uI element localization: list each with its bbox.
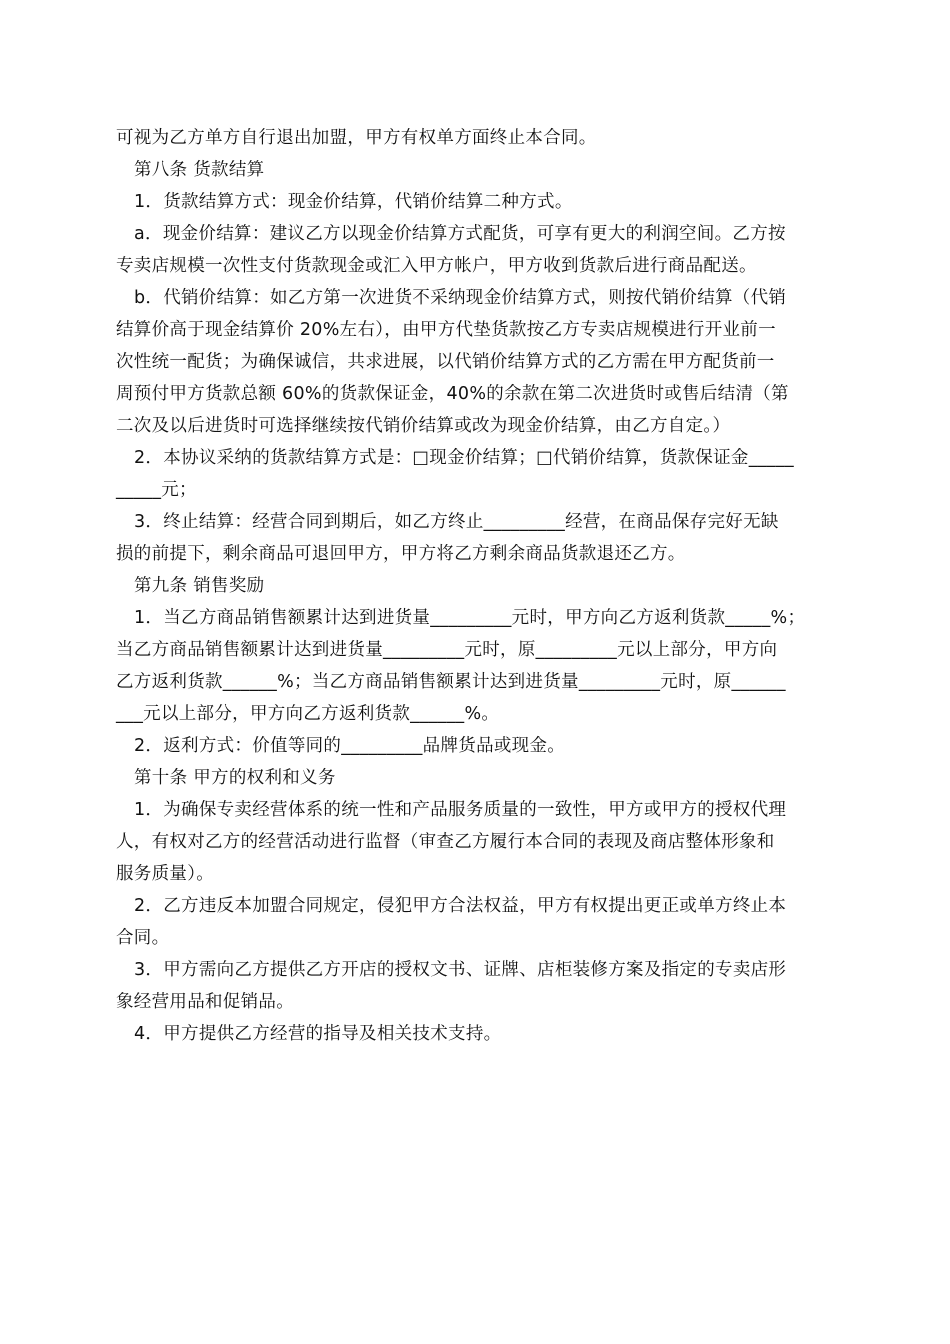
text-line: 象经营用品和促销品。	[116, 992, 294, 1012]
text-line: 周预付甲方货款总额 60%的货款保证金，40%的余款在第二次进货时或售后结清（第	[116, 384, 789, 404]
text-line: 1．货款结算方式：现金价结算，代销价结算二种方式。	[134, 192, 573, 212]
text-line: 4．甲方提供乙方经营的指导及相关技术支持。	[134, 1024, 502, 1044]
text-line: 合同。	[116, 928, 170, 948]
text-line: 人，有权对乙方的经营活动进行监督（审查乙方履行本合同的表现及商店整体形象和	[116, 832, 775, 852]
text-line: ___元以上部分，甲方向乙方返利货款______%。	[116, 704, 500, 724]
text-line: 2．本协议采纳的货款结算方式是：□现金价结算；□代销价结算，货款保证金_____	[134, 448, 794, 468]
text-line: 可视为乙方单方自行退出加盟，甲方有权单方面终止本合同。	[116, 128, 597, 148]
text-line: 3．甲方需向乙方提供乙方开店的授权文书、证牌、店柜装修方案及指定的专卖店形	[134, 960, 787, 980]
text-line: 次性统一配货；为确保诚信，共求进展，以代销价结算方式的乙方需在甲方配货前一	[116, 352, 775, 372]
section-heading-article-9: 第九条 销售奖励	[134, 576, 265, 596]
text-line: _____元；	[116, 480, 197, 500]
document-body	[116, 122, 838, 1050]
text-line: 3．终止结算：经营合同到期后，如乙方终止_________经营，在商品保存完好无缺	[134, 512, 779, 532]
section-heading-article-10: 第十条 甲方的权利和义务	[134, 768, 336, 788]
text-line: a．现金价结算：建议乙方以现金价结算方式配货，可享有更大的利润空间。乙方按	[134, 224, 786, 244]
text-line: 乙方返利货款______%；当乙方商品销售额累计达到进货量_________元时，原______	[116, 672, 786, 692]
section-heading-article-8: 第八条 货款结算	[134, 160, 265, 180]
text-line: 专卖店规模一次性支付货款现金或汇入甲方帐户，甲方收到货款后进行商品配送。	[116, 256, 757, 276]
text-line: 二次及以后进货时可选择继续按代销价结算或改为现金价结算，由乙方自定。）	[116, 416, 731, 436]
text-line: 1．为确保专卖经营体系的统一性和产品服务质量的一致性，甲方或甲方的授权代理	[134, 800, 787, 820]
text-line: 服务质量）。	[116, 864, 215, 884]
text-line: 结算价高于现金结算价 20%左右），由甲方代垫货款按乙方专卖店规模进行开业前一	[116, 320, 776, 340]
text-line: 1．当乙方商品销售额累计达到进货量_________元时，甲方向乙方返利货款_____%；	[134, 608, 806, 628]
text-line: 当乙方商品销售额累计达到进货量_________元时，原_________元以上部分，甲方向	[116, 640, 778, 660]
text-line: 损的前提下，剩余商品可退回甲方，甲方将乙方剩余商品货款退还乙方。	[116, 544, 686, 564]
text-line: 2．返利方式：价值等同的_________品牌货品或现金。	[134, 736, 566, 756]
text-line: 2．乙方违反本加盟合同规定，侵犯甲方合法权益，甲方有权提出更正或单方终止本	[134, 896, 787, 916]
text-line: b．代销价结算：如乙方第一次进货不采纳现金价结算方式，则按代销价结算（代销	[134, 288, 787, 308]
